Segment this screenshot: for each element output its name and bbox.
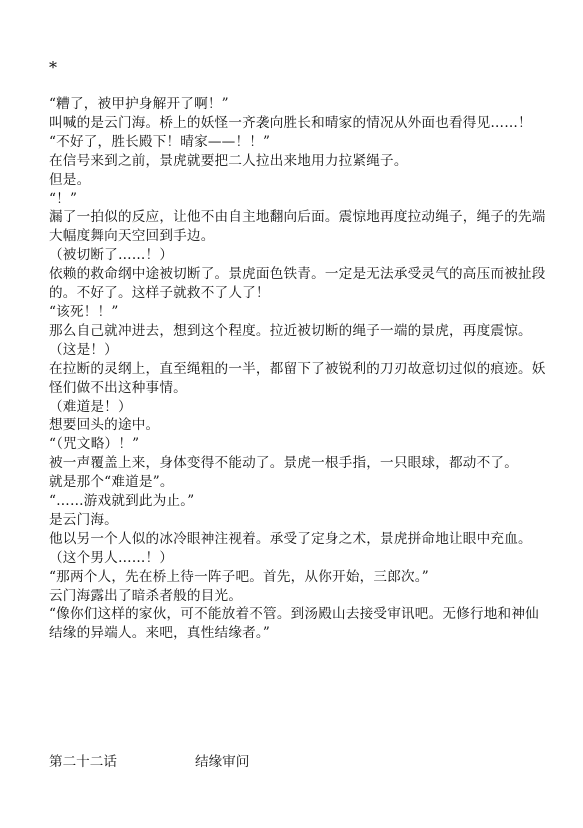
paragraph: 在拉断的灵纲上，直至绳粗的一半，都留下了被锐利的刀刃故意切过似的痕迹。妖怪们做不出这种事情。 [49, 360, 546, 396]
paragraph: “……游戏就到此为止。” [49, 493, 195, 510]
paragraph: 那么自己就冲进去，想到这个程度。拉近被切断的绳子一端的景虎，再度震惊。 [49, 322, 532, 339]
paragraph: 叫喊的是云门海。桥上的妖怪一齐袭向胜长和晴家的情况从外面也看得见……！ [49, 114, 532, 131]
body-text [49, 95, 549, 643]
paragraph: “像你们这样的家伙，可不能放着不管。到汤殿山去接受审讯吧。无修行地和神仙结缘的异端人。来吧，真性结缘者。” [49, 606, 539, 642]
paragraph: “该死！！” [49, 303, 119, 320]
chapter-number: 第二十二话 [49, 754, 117, 770]
chapter-title: 结缘审问 [195, 754, 250, 770]
paragraph: “！” [49, 190, 78, 207]
paragraph: 被一声覆盖上来，身体变得不能动了。景虎一根手指，一只眼球，都动不了。 [49, 455, 518, 472]
paragraph: 想要回头的途中。 [49, 417, 160, 434]
paragraph: 是云门海。 [49, 511, 118, 528]
paragraph: （被切断了……！） [49, 247, 174, 264]
paragraph: “不好了，胜长殿下！晴家——！！” [49, 133, 271, 150]
paragraph: 云门海露出了暗杀者般的目光。 [49, 587, 243, 604]
paragraph: （这个男人……！） [49, 549, 174, 566]
paragraph: 他以另一个人似的冰冷眼神注视着。承受了定身之术，景虎拼命地让眼中充血。 [49, 530, 532, 547]
paragraph: 但是。 [49, 171, 91, 188]
paragraph: （难道是！） [49, 398, 132, 415]
paragraph: 在信号来到之前，景虎就要把二人拉出来地用力拉紧绳子。 [49, 152, 408, 169]
paragraph: 依赖的救命纲中途被切断了。景虎面色铁青。一定是无法承受灵气的高压而被扯段的。不好了。这样子就救不了人了！ [49, 266, 546, 302]
paragraph: 漏了一拍似的反应，让他不由自主地翻向后面。震惊地再度拉动绳子，绳子的先端大幅度舞向天空回到手边。 [49, 209, 546, 245]
chapter-heading [49, 753, 249, 771]
paragraph: “（咒文略）！” [49, 436, 140, 453]
paragraph: “那两个人，先在桥上待一阵子吧。首先，从你开始，三郎次。” [49, 568, 429, 585]
section-marker: * [49, 58, 57, 77]
paragraph: “糟了，被甲护身解开了啊！” [49, 96, 229, 112]
paragraph: 就是那个“难道是”。 [49, 474, 174, 491]
paragraph: （这是！） [49, 341, 118, 358]
